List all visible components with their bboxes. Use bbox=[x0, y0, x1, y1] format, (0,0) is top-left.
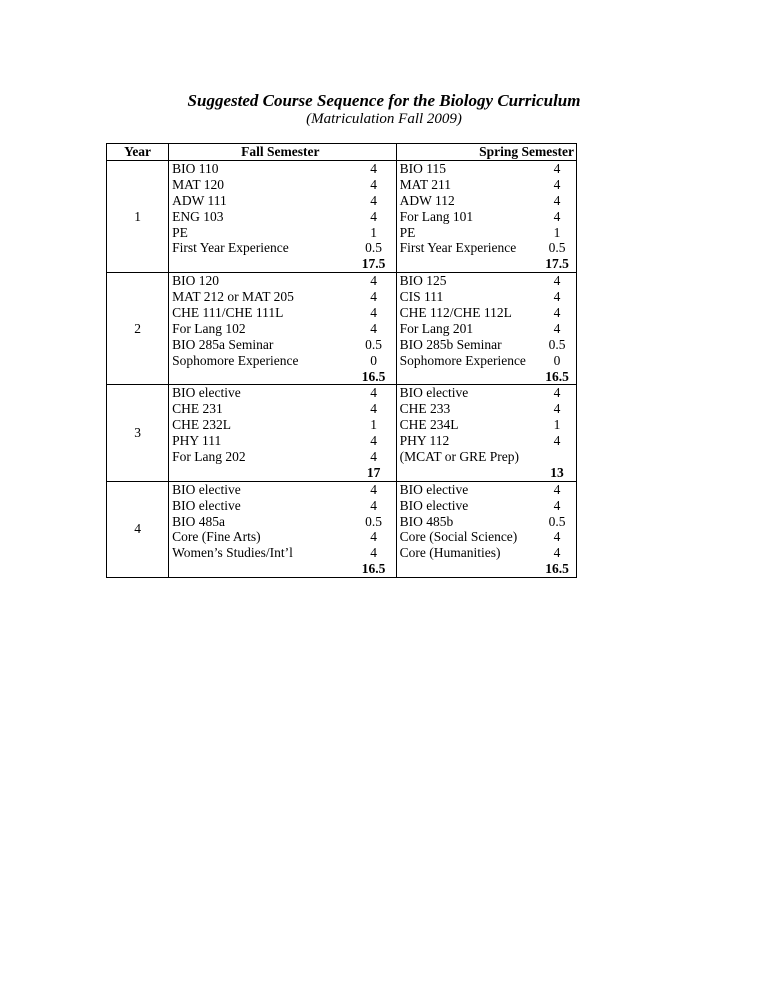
course-name: MAT 211 bbox=[399, 176, 451, 192]
course-name: PHY 112 bbox=[399, 433, 450, 449]
course-name: For Lang 102 bbox=[172, 320, 246, 336]
course-name: CHE 111/CHE 111L bbox=[172, 305, 284, 321]
course-line bbox=[169, 401, 395, 417]
course-name: CHE 234L bbox=[399, 417, 459, 433]
course-name: CHE 233 bbox=[399, 401, 451, 417]
course-credits: 4 bbox=[370, 192, 377, 208]
course-line bbox=[397, 449, 576, 465]
course-name: PE bbox=[399, 224, 416, 240]
course-credits: 4 bbox=[370, 305, 377, 321]
spring-header: Spring Semester bbox=[396, 144, 576, 161]
course-line bbox=[169, 353, 395, 369]
course-name: First Year Experience bbox=[399, 240, 517, 256]
course-credits: 4 bbox=[553, 529, 561, 545]
course-line bbox=[169, 209, 395, 225]
course-credits: 4 bbox=[553, 545, 561, 561]
course-name: MAT 212 or MAT 205 bbox=[172, 289, 294, 305]
course-line bbox=[397, 273, 576, 289]
course-line bbox=[397, 225, 576, 241]
course-name: First Year Experience bbox=[172, 240, 289, 256]
year-row-4 bbox=[107, 481, 577, 577]
semester-total-line bbox=[169, 561, 395, 577]
course-line bbox=[397, 305, 576, 321]
course-credits: 4 bbox=[553, 433, 561, 449]
course-name: CHE 232L bbox=[172, 417, 231, 433]
course-credits: 4 bbox=[370, 176, 377, 192]
course-line bbox=[169, 177, 395, 193]
course-credits: 4 bbox=[370, 320, 377, 336]
course-line bbox=[397, 321, 576, 337]
course-credits: 1 bbox=[370, 224, 377, 240]
course-line bbox=[397, 161, 576, 177]
course-line bbox=[397, 385, 576, 401]
course-name: BIO elective bbox=[399, 481, 469, 497]
course-credits: 4 bbox=[370, 401, 377, 417]
course-line bbox=[169, 321, 395, 337]
course-name: BIO elective bbox=[172, 385, 241, 401]
fall-semester-cell bbox=[169, 481, 396, 577]
course-line bbox=[169, 545, 395, 561]
course-line bbox=[397, 177, 576, 193]
course-name: CIS 111 bbox=[399, 289, 444, 305]
course-line bbox=[169, 305, 395, 321]
course-line bbox=[169, 417, 395, 433]
course-credits bbox=[538, 449, 576, 465]
course-name: For Lang 202 bbox=[172, 449, 246, 465]
course-credits: 4 bbox=[553, 208, 561, 224]
course-credits: 4 bbox=[553, 192, 561, 208]
course-name: Core (Fine Arts) bbox=[172, 529, 261, 545]
course-line bbox=[397, 289, 576, 305]
fall-semester-cell bbox=[169, 273, 396, 385]
spring-semester-cell bbox=[396, 273, 576, 385]
course-credits: 4 bbox=[370, 497, 377, 513]
course-credits: 1 bbox=[553, 417, 561, 433]
table-header-row bbox=[107, 144, 577, 161]
course-name: BIO 485a bbox=[172, 513, 225, 529]
course-sequence-table bbox=[106, 143, 577, 578]
semester-total-credits: 17 bbox=[366, 464, 381, 480]
fall-semester-cell bbox=[169, 161, 396, 273]
course-name: PHY 111 bbox=[172, 433, 222, 449]
year-row-2 bbox=[107, 273, 577, 385]
course-credits: 4 bbox=[553, 401, 561, 417]
year-number: 1 bbox=[107, 161, 169, 273]
document-subtitle: (Matriculation Fall 2009) bbox=[306, 111, 462, 127]
year-row-1 bbox=[107, 161, 577, 273]
semester-total-line bbox=[397, 256, 576, 272]
course-credits: 0.5 bbox=[548, 240, 566, 256]
course-credits: 4 bbox=[553, 385, 561, 401]
course-line bbox=[397, 482, 576, 498]
course-name: Sophomore Experience bbox=[399, 352, 526, 368]
course-credits: 4 bbox=[553, 161, 561, 176]
course-line bbox=[397, 498, 576, 514]
course-line bbox=[397, 545, 576, 561]
course-line bbox=[169, 433, 395, 449]
course-name: BIO 285a Seminar bbox=[172, 336, 274, 352]
course-line bbox=[397, 514, 576, 530]
semester-total-credits: 16.5 bbox=[361, 368, 386, 384]
course-credits: 4 bbox=[370, 433, 377, 449]
course-line bbox=[397, 433, 576, 449]
year-number: 4 bbox=[107, 481, 169, 577]
course-name: (MCAT or GRE Prep) bbox=[399, 449, 519, 465]
semester-total-credits: 16.5 bbox=[545, 368, 569, 384]
course-line bbox=[169, 225, 395, 241]
course-credits: 4 bbox=[553, 176, 561, 192]
document-title: Suggested Course Sequence for the Biology Curriculum bbox=[187, 91, 581, 110]
course-credits: 0.5 bbox=[548, 336, 566, 352]
course-name: BIO 125 bbox=[399, 273, 447, 289]
semester-total-line bbox=[169, 369, 395, 385]
course-line bbox=[397, 193, 576, 209]
course-line bbox=[169, 498, 395, 514]
semester-total-line bbox=[169, 465, 395, 481]
course-credits: 0.5 bbox=[365, 336, 383, 352]
course-name: Core (Humanities) bbox=[399, 545, 501, 561]
course-name: BIO elective bbox=[399, 497, 469, 513]
course-line bbox=[169, 449, 395, 465]
course-credits: 4 bbox=[553, 497, 561, 513]
course-line bbox=[169, 273, 395, 289]
course-credits: 4 bbox=[370, 481, 377, 497]
course-name: Sophomore Experience bbox=[172, 352, 299, 368]
year-number: 3 bbox=[107, 385, 169, 481]
course-line bbox=[397, 529, 576, 545]
course-name: ADW 111 bbox=[172, 192, 227, 208]
course-credits: 4 bbox=[370, 289, 377, 305]
course-line bbox=[169, 240, 395, 256]
course-credits: 4 bbox=[553, 289, 561, 305]
course-credits: 0.5 bbox=[365, 513, 383, 529]
semester-total-credits: 13 bbox=[550, 464, 564, 480]
course-credits: 4 bbox=[370, 161, 377, 176]
course-credits: 4 bbox=[553, 273, 561, 289]
course-credits: 4 bbox=[553, 481, 561, 497]
semester-total-credits: 16.5 bbox=[545, 561, 569, 577]
course-line bbox=[397, 209, 576, 225]
course-name: BIO 120 bbox=[172, 273, 219, 289]
course-credits: 4 bbox=[553, 305, 561, 321]
course-line bbox=[169, 514, 395, 530]
fall-semester-cell bbox=[169, 385, 396, 481]
course-credits: 0.5 bbox=[365, 240, 383, 256]
spring-semester-cell bbox=[396, 481, 576, 577]
semester-total-line bbox=[169, 256, 395, 272]
course-line bbox=[169, 161, 395, 177]
semester-total-line bbox=[397, 369, 576, 385]
course-line bbox=[397, 401, 576, 417]
semester-total-line bbox=[397, 561, 576, 577]
course-name: BIO elective bbox=[172, 497, 241, 513]
course-name: BIO 110 bbox=[172, 161, 219, 176]
course-line bbox=[169, 385, 395, 401]
course-credits: 0 bbox=[370, 352, 377, 368]
year-number: 2 bbox=[107, 273, 169, 385]
course-credits: 1 bbox=[553, 224, 561, 240]
course-name: ENG 103 bbox=[172, 208, 224, 224]
fall-header: Fall Semester bbox=[169, 144, 396, 161]
spring-semester-cell bbox=[396, 161, 576, 273]
course-line bbox=[169, 482, 395, 498]
course-credits: 4 bbox=[370, 208, 377, 224]
course-credits: 4 bbox=[370, 273, 377, 289]
course-line bbox=[397, 353, 576, 369]
semester-total-credits: 17.5 bbox=[545, 256, 569, 272]
course-name: For Lang 201 bbox=[399, 320, 474, 336]
spring-semester-cell bbox=[396, 385, 576, 481]
course-line bbox=[169, 289, 395, 305]
course-credits: 4 bbox=[370, 545, 377, 561]
course-name: PE bbox=[172, 224, 188, 240]
course-name: Core (Social Science) bbox=[399, 529, 518, 545]
course-name: BIO 485b bbox=[399, 513, 454, 529]
course-name: CHE 231 bbox=[172, 401, 223, 417]
course-name: BIO elective bbox=[172, 481, 241, 497]
course-credits: 1 bbox=[370, 417, 377, 433]
course-credits: 4 bbox=[370, 529, 377, 545]
course-name: BIO elective bbox=[399, 385, 469, 401]
course-name: ADW 112 bbox=[399, 192, 455, 208]
course-credits: 0 bbox=[553, 352, 561, 368]
course-name: MAT 120 bbox=[172, 176, 225, 192]
course-line bbox=[169, 529, 395, 545]
semester-total-credits: 17.5 bbox=[361, 256, 386, 272]
semester-total-credits: 16.5 bbox=[361, 561, 386, 577]
year-header: Year bbox=[107, 144, 169, 161]
course-credits: 4 bbox=[370, 449, 377, 465]
semester-total-line bbox=[397, 465, 576, 481]
course-line bbox=[397, 337, 576, 353]
year-row-3 bbox=[107, 385, 577, 481]
course-credits: 0.5 bbox=[548, 513, 566, 529]
course-line bbox=[397, 240, 576, 256]
course-line bbox=[169, 193, 395, 209]
course-credits: 4 bbox=[553, 320, 561, 336]
course-name: CHE 112/CHE 112L bbox=[399, 305, 512, 321]
course-credits: 4 bbox=[370, 385, 377, 401]
course-line bbox=[169, 337, 395, 353]
course-name: Women’s Studies/Int’l bbox=[172, 545, 293, 561]
course-name: BIO 115 bbox=[399, 161, 446, 176]
course-name: For Lang 101 bbox=[399, 208, 474, 224]
course-name: BIO 285b Seminar bbox=[399, 336, 502, 352]
course-line bbox=[397, 417, 576, 433]
